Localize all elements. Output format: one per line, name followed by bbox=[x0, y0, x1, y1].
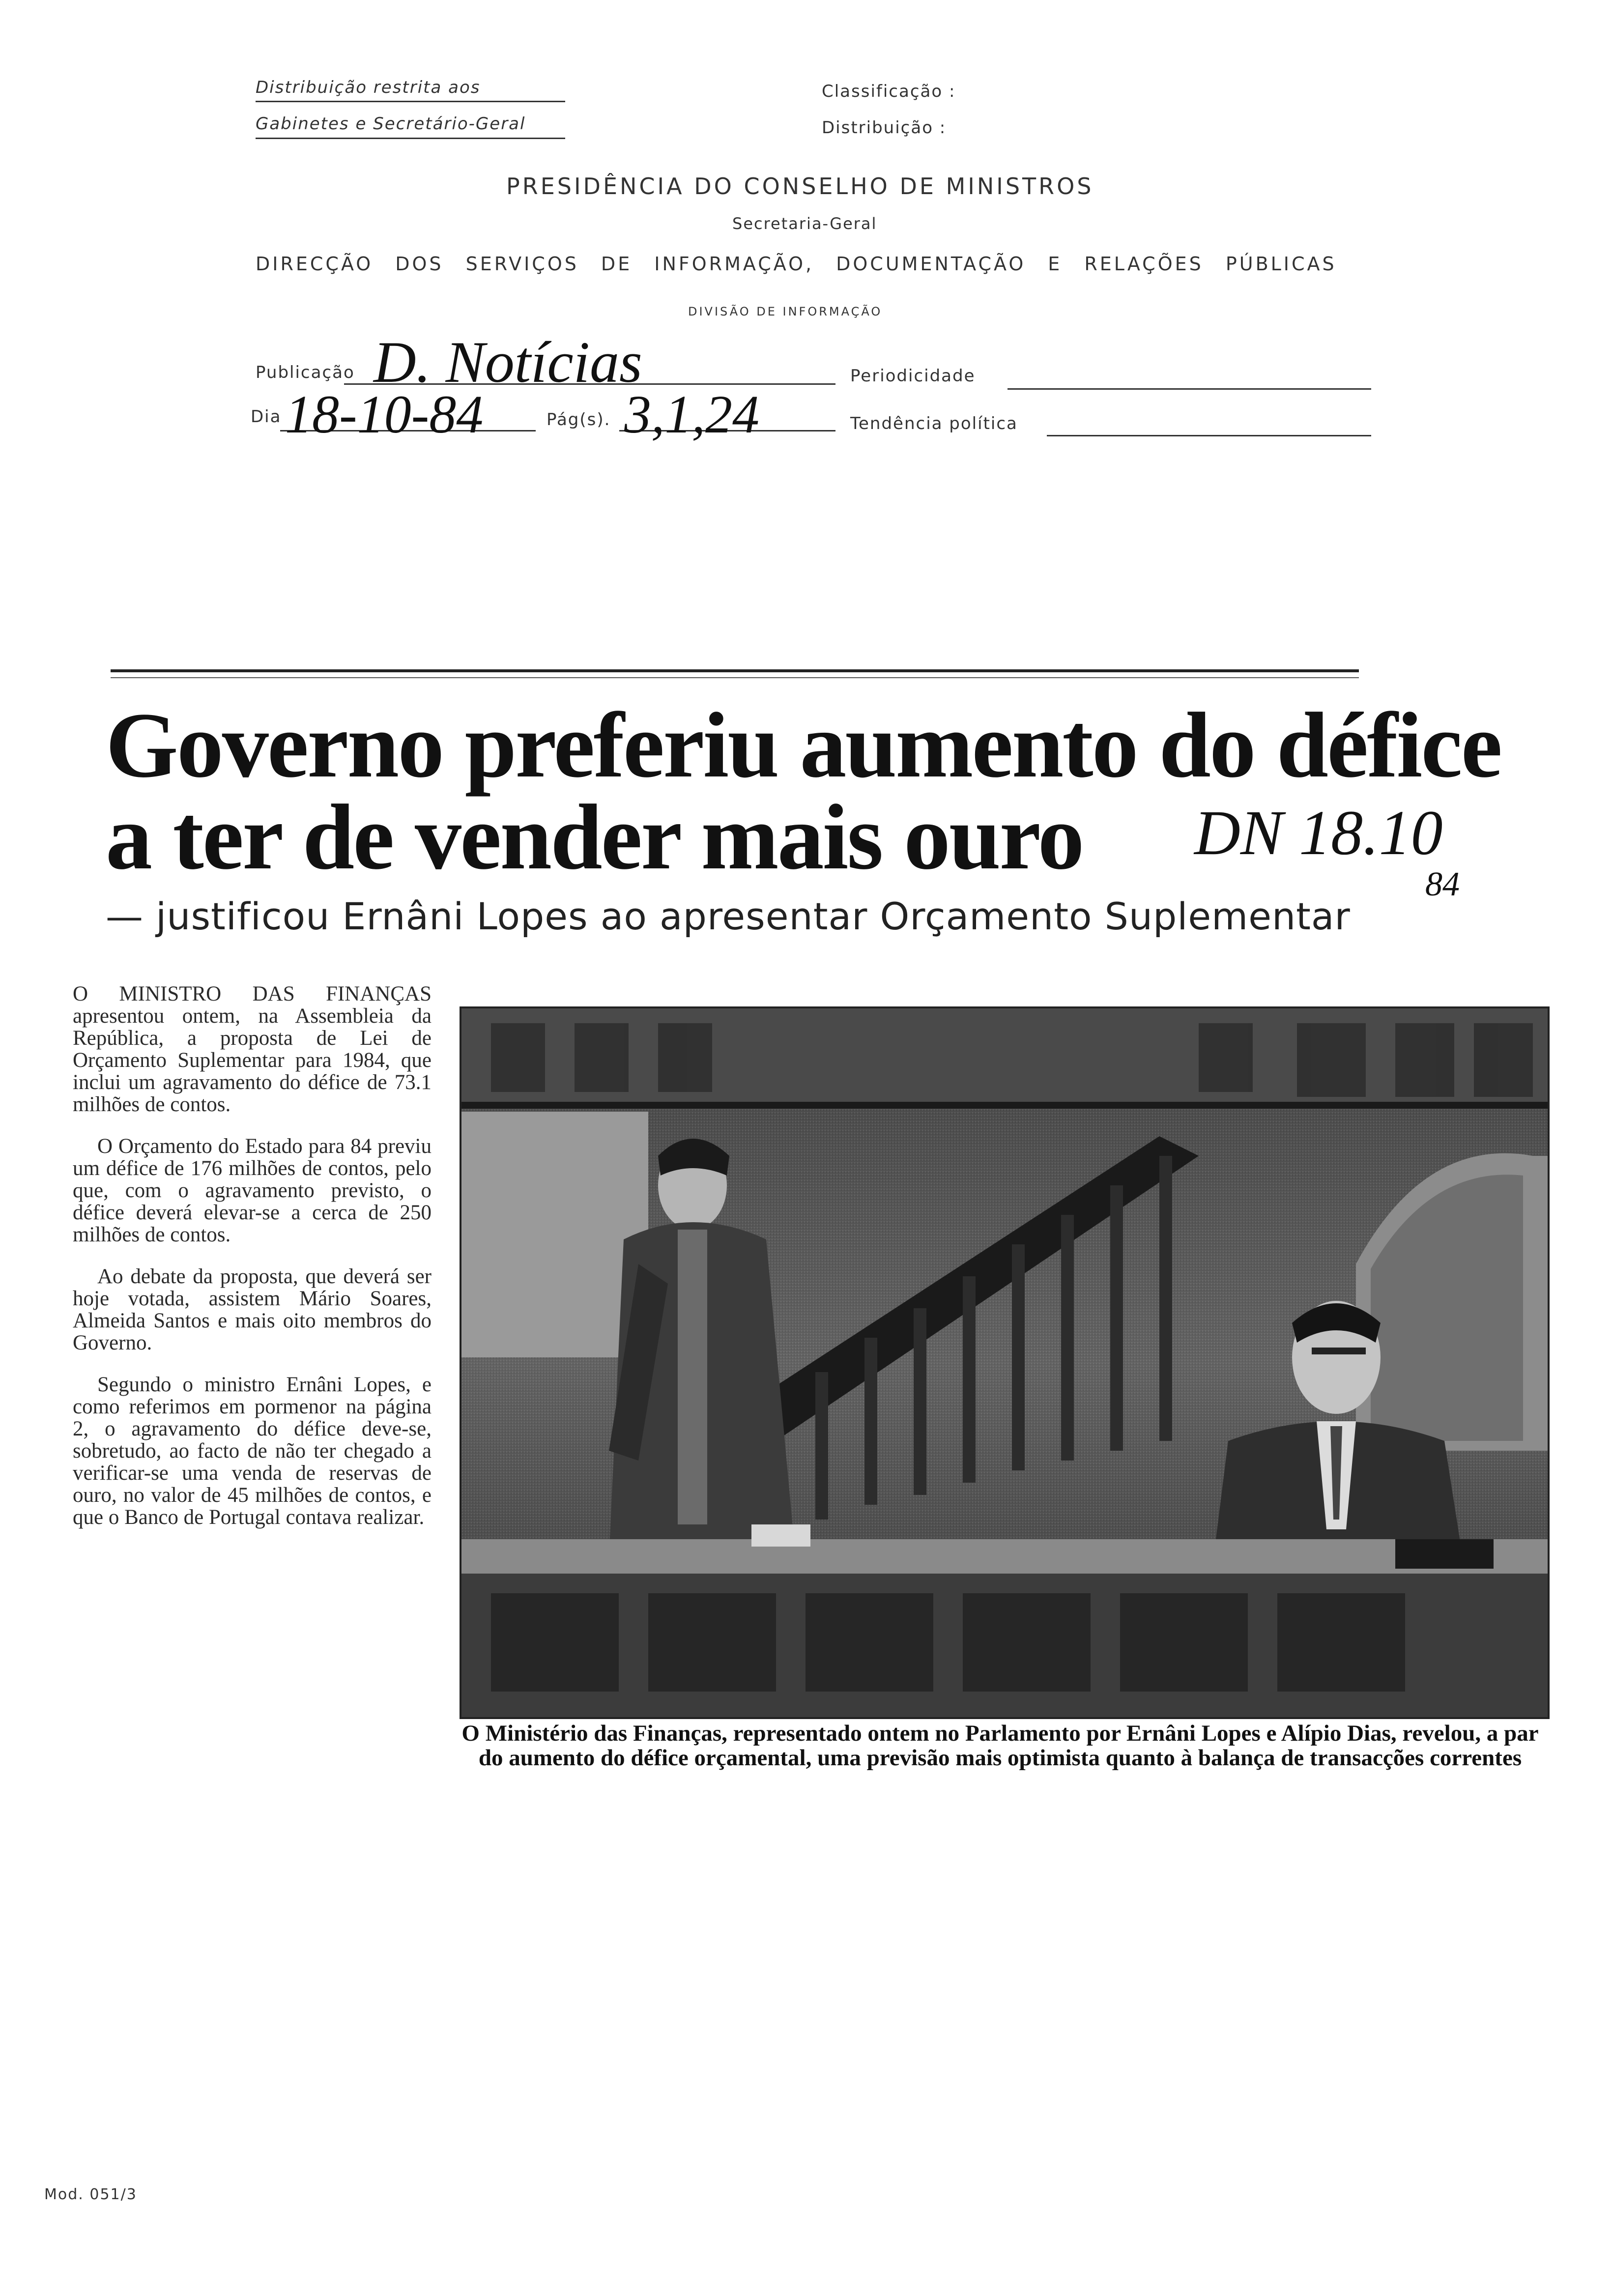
article-paragraph: O Orçamento do Estado para 84 previu um défice de 176 milhões de contos, pelo que, com o agravamento previsto, o défice deverá elevar-se a cerca de 250 milhões de contos. bbox=[73, 1135, 432, 1246]
clipping-top-rule bbox=[111, 669, 1359, 672]
parliament-photo-illustration bbox=[461, 1008, 1548, 1717]
division-title: DIVISÃO DE INFORMAÇÃO bbox=[688, 305, 883, 318]
pags-label: Pág(s). bbox=[547, 410, 611, 430]
clipping-top-rule-thin bbox=[111, 677, 1359, 678]
org-subtitle: Secretaria-Geral bbox=[732, 214, 877, 233]
direction-title: DIRECÇÃO DOS SERVIÇOS DE INFORMAÇÃO, DOCUMENTAÇÃO E RELAÇÕES PÚBLICAS bbox=[256, 253, 1337, 275]
headline-line-2: a ter de vender mais ouro bbox=[106, 786, 1083, 889]
article-paragraph: O MINISTRO DAS FINANÇAS apresentou ontem, na Assembleia da República, a proposta de Lei de Orçamento Suplementar para 1984, que inclui um agravamento do défice de 73.1 milhões de contos. bbox=[73, 982, 432, 1116]
distribuicao-label: Distribuição : bbox=[822, 118, 947, 138]
periodicidade-field-line bbox=[1008, 388, 1371, 390]
dia-handwritten-value: 18-10-84 bbox=[285, 384, 484, 444]
handwritten-year-note: 84 bbox=[1425, 865, 1460, 903]
subheadline: — justificou Ernâni Lopes ao apresentar Orçamento Suplementar bbox=[106, 894, 1351, 938]
distribution-underline-2 bbox=[256, 138, 565, 139]
handwritten-date-note: DN 18.10 bbox=[1194, 798, 1443, 868]
publicacao-handwritten-value: D. Notícias bbox=[374, 329, 642, 395]
tendencia-field-line bbox=[1047, 435, 1371, 436]
org-title: PRESIDÊNCIA DO CONSELHO DE MINISTROS bbox=[506, 173, 1094, 200]
article-photo bbox=[460, 1006, 1550, 1719]
distribution-underline-1 bbox=[256, 101, 565, 102]
pags-handwritten-value: 3,1,24 bbox=[624, 384, 759, 444]
photo-caption: O Ministério das Finanças, representado ontem no Parlamento por Ernâni Lopes e Alípio Dias, revelou, a par do aumento do défice orçamental, uma previsão mais optimista quanto à balança de transacções correntes bbox=[461, 1721, 1539, 1771]
dia-label: Dia bbox=[251, 407, 282, 427]
distribution-line-2: Gabinetes e Secretário-Geral bbox=[256, 114, 526, 134]
article-paragraph: Segundo o ministro Ernâni Lopes, e como referimos em pormenor na página 2, o agravamento do défice deve-se, sobretudo, ao facto de não ter chegado a verificar-se uma venda de reservas de ouro, no valor de 45 milhões de contos, e que o Banco de Portugal contava realizar. bbox=[73, 1373, 432, 1529]
article-body bbox=[73, 983, 432, 1548]
tendencia-label: Tendência política bbox=[850, 414, 1018, 433]
distribution-line-1: Distribuição restrita aos bbox=[256, 78, 481, 97]
periodicidade-label: Periodicidade bbox=[850, 366, 976, 386]
headline-line-1: Governo preferiu aumento do défice bbox=[106, 694, 1501, 797]
publicacao-label: Publicação bbox=[256, 363, 355, 382]
form-code: Mod. 051/3 bbox=[44, 2186, 137, 2203]
classificacao-label: Classificação : bbox=[822, 82, 956, 101]
article-paragraph: Ao debate da proposta, que deverá ser hoje votada, assistem Mário Soares, Almeida Santos e mais oito membros do Governo. bbox=[73, 1265, 432, 1354]
